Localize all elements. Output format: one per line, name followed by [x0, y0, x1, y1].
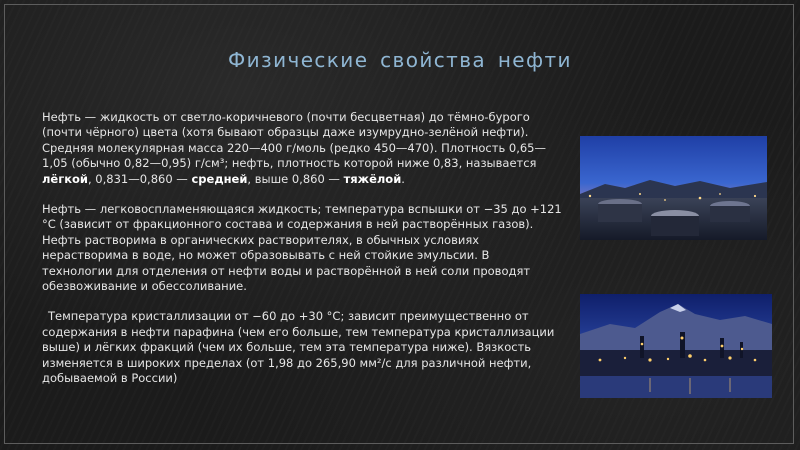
slide-body: [42, 110, 562, 387]
slide-title: Физические свойства нефти: [228, 48, 572, 72]
refinery-lights-at-night-photo: [580, 294, 772, 398]
paragraph-crystallization: Температура кристаллизации от −60 до +30 °C; зависит преимущественно от содержания в нефти парафина (чем его больше, тем температура кристаллизации выше) и лёгких фракций (чем их больше, тем эта температура ниже). Вязкость изменяется в широких пределах (от 1,98 до 265,90 мм²/с для различной нефти, добываемой в России): [42, 309, 555, 386]
paragraph-oil-density: [42, 110, 562, 187]
oil-tank-farm-at-dusk-photo: [580, 136, 767, 240]
paragraph-text: .: [401, 171, 405, 186]
bold-term-light: лёгкой: [42, 171, 88, 186]
paragraph-flammability: Нефть — легковоспламеняющаяся жидкость; температура вспышки от −35 до +121 °C (зависит от фракционного состава и содержания в ней растворённых газов). Нефть растворима в органических растворителях, в обычных условиях нерастворима в воде, но может образовывать с ней стойкие эмульсии. В технологии для отделения от нефти воды и растворённой в ней соли проводят обезвоживание и обессоливание.: [42, 202, 562, 294]
paragraph-text: , 0,831—0,860 —: [88, 171, 192, 186]
bold-term-medium: средней: [191, 171, 248, 186]
paragraph-text: , выше 0,860 —: [247, 171, 344, 186]
paragraph-text: Нефть — жидкость от светло-коричневого (почти бесцветная) до тёмно-бурого (почти чёрного) цвета (хотя бывают образцы даже изумрудно-зелёной нефти). Средняя молекулярная масса 220—400 г/моль (редко 450—470). Плотность 0,65—1,05 (обычно 0,82—0,95) г/см³; нефть, плотность которой ниже 0,83, называется: [42, 110, 546, 171]
bold-term-heavy: тяжёлой: [343, 171, 402, 186]
